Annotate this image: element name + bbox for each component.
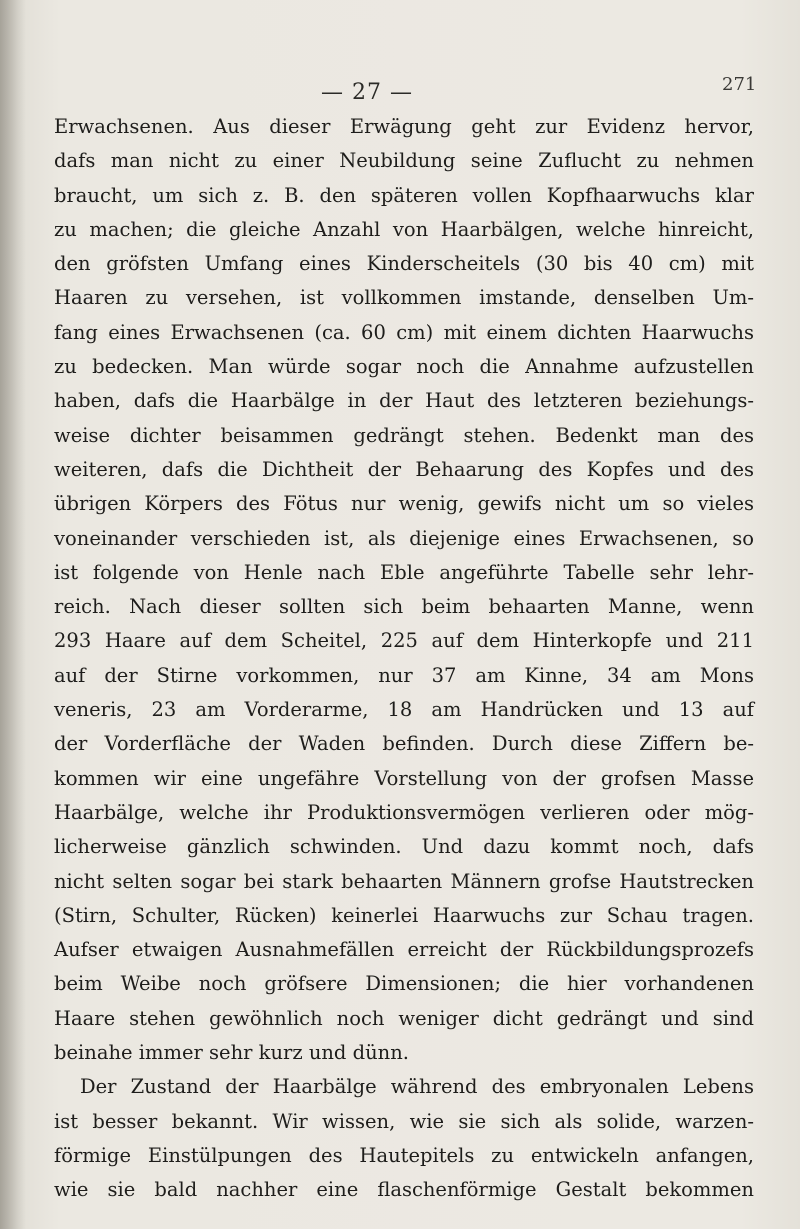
text-line: veneris, 23 am Vorderarme, 18 am Handrücken und 13 auf	[54, 698, 754, 722]
text-line: (Stirn, Schulter, Rücken) keinerlei Haarwuchs zur Schau tragen.	[54, 903, 754, 927]
text-line: Aufser etwaigen Ausnahmefällen erreicht der Rückbildungsprozefs	[54, 938, 754, 962]
text-line: kommen wir eine ungefähre Vorstellung von der grofsen Masse	[54, 766, 754, 790]
text-line: Der Zustand der Haarbälge während des embryonalen Lebens	[80, 1075, 754, 1099]
text-line: voneinander verschieden ist, als diejenige eines Erwachsenen, so	[54, 526, 754, 550]
text-line: ist folgende von Henle nach Eble angeführte Tabelle sehr lehr-	[54, 560, 754, 584]
text-line: haben, dafs die Haarbälge in der Haut des letzteren beziehungs-	[54, 389, 754, 413]
text-line: Haaren zu versehen, ist vollkommen imstande, denselben Um-	[54, 286, 754, 310]
text-line: ist besser bekannt. Wir wissen, wie sie sich als solide, warzen-	[54, 1109, 754, 1133]
text-line: auf der Stirne vorkommen, nur 37 am Kinne, 34 am Mons	[54, 663, 754, 687]
text-line: beinahe immer sehr kurz und dünn.	[54, 1041, 409, 1065]
text-line: zu machen; die gleiche Anzahl von Haarbälgen, welche hinreicht,	[54, 217, 754, 241]
text-line: weiteren, dafs die Dichtheit der Behaarung des Kopfes und des	[54, 457, 754, 481]
text-line: fang eines Erwachsenen (ca. 60 cm) mit einem dichten Haarwuchs	[54, 320, 754, 344]
text-line: förmige Einstülpungen des Hautepitels zu entwickeln anfangen,	[54, 1143, 754, 1167]
text-line: braucht, um sich z. B. den späteren vollen Kopfhaarwuchs klar	[54, 183, 754, 207]
text-line: zu bedecken. Man würde sogar noch die Annahme aufzustellen	[54, 355, 754, 379]
text-line: beim Weibe noch gröfsere Dimensionen; die hier vorhandenen	[54, 972, 754, 996]
page-gutter-shadow	[0, 0, 26, 1229]
text-line: der Vorderfläche der Waden befinden. Durch diese Ziffern be-	[54, 732, 754, 756]
page-number-center: — 27 —	[321, 80, 413, 105]
text-line: dafs man nicht zu einer Neubildung seine Zuflucht zu nehmen	[54, 149, 754, 173]
text-line: Haare stehen gewöhnlich noch weniger dicht gedrängt und sind	[54, 1006, 754, 1030]
text-line: 293 Haare auf dem Scheitel, 225 auf dem Hinterkopfe und 211	[54, 629, 754, 653]
body-text	[54, 110, 754, 1208]
text-line: weise dichter beisammen gedrängt stehen. Bedenkt man des	[54, 423, 754, 447]
page-number-right: 271	[722, 74, 757, 95]
text-line: den gröfsten Umfang eines Kinderscheitels (30 bis 40 cm) mit	[54, 252, 754, 276]
text-line: nicht selten sogar bei stark behaarten Männern grofse Hautstrecken	[54, 869, 754, 893]
text-line: wie sie bald nachher eine flaschenförmige Gestalt bekommen	[54, 1178, 754, 1202]
text-line: reich. Nach dieser sollten sich beim behaarten Manne, wenn	[54, 595, 754, 619]
text-line: Erwachsenen. Aus dieser Erwägung geht zur Evidenz hervor,	[54, 115, 754, 138]
text-line: Haarbälge, welche ihr Produktionsvermögen verlieren oder mög-	[54, 800, 754, 824]
text-line: licherweise gänzlich schwinden. Und dazu kommt noch, dafs	[54, 835, 754, 859]
text-line: übrigen Körpers des Fötus nur wenig, gewifs nicht um so vieles	[54, 492, 754, 516]
